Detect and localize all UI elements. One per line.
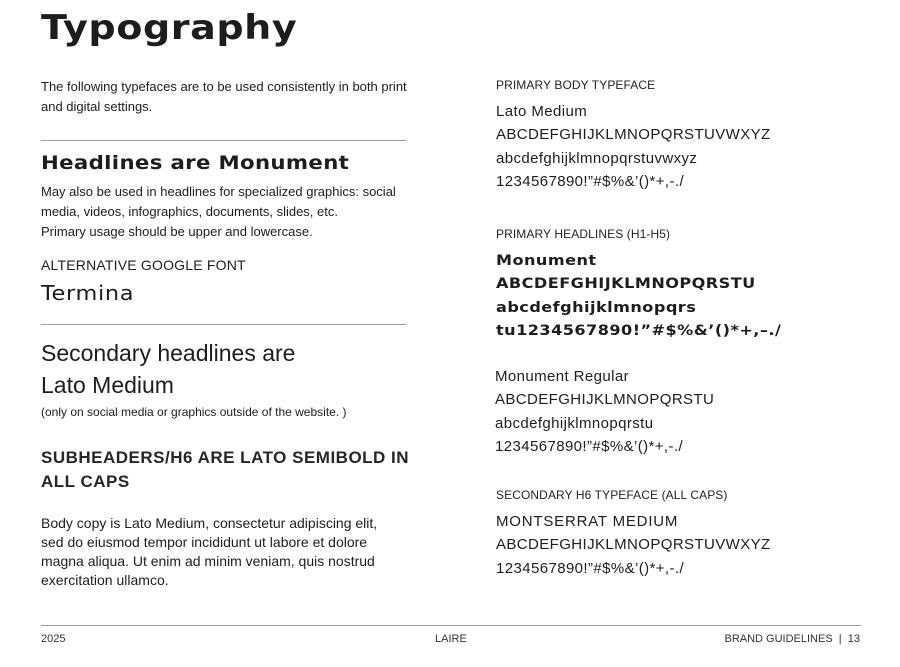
alternative-font-label: ALTERNATIVE GOOGLE FONT — [41, 257, 246, 273]
footer-brand: LAIRE — [435, 633, 467, 645]
primary-body-numbers: 1234567890!”#$%&’()*+,-./ — [496, 173, 685, 190]
divider — [41, 324, 406, 325]
intro-paragraph: The following typefaces are to be used consistently in both print and digital settings. — [41, 79, 407, 114]
monument-regular-name: Monument Regular — [495, 368, 629, 385]
secondary-headline-line-2: Lato Medium — [41, 372, 174, 398]
alternative-font-name: Termina — [41, 281, 135, 305]
secondary-h6-uppercase: ABCDEFGHIJKLMNOPQRSTUVWXYZ — [496, 536, 771, 553]
primary-headlines-uppercase: ABCDEFGHIJKLMNOPQRSTU — [496, 276, 756, 292]
usage-paragraph — [41, 182, 401, 242]
secondary-h6-label: SECONDARY H6 TYPEFACE (ALL CAPS) — [496, 488, 728, 502]
primary-headlines-label: PRIMARY HEADLINES (H1-H5) — [496, 227, 671, 241]
primary-body-uppercase: ABCDEFGHIJKLMNOPQRSTUVWXYZ — [496, 126, 771, 143]
page-title: Typography — [41, 8, 298, 48]
usage-line-1: May also be used in headlines for specialized graphics: social media, videos, infographics, documents, slides, etc. — [41, 184, 396, 219]
secondary-h6-numbers: 1234567890!”#$%&’()*+,-./ — [496, 560, 685, 577]
primary-body-name: Lato Medium — [496, 103, 588, 120]
footer-section: BRAND GUIDELINES | 13 — [724, 633, 860, 645]
subheaders-heading: SUBHEADERS/H6 ARE LATO SEMIBOLD IN ALL CAPS — [41, 448, 410, 491]
monument-regular-uppercase: ABCDEFGHIJKLMNOPQRSTU — [495, 391, 715, 408]
monument-regular-lowercase: abcdefghijklmnopqrstu — [495, 415, 654, 432]
primary-body-label: PRIMARY BODY TYPEFACE — [496, 78, 656, 92]
primary-headlines-rest: tu1234567890!”#$%&’()*+,–./ — [496, 323, 782, 339]
divider — [41, 140, 406, 141]
footer-divider — [41, 625, 861, 626]
primary-body-lowercase: abcdefghijklmnopqrstuvwxyz — [496, 150, 698, 167]
secondary-note: (only on social media or graphics outside of the website. ) — [41, 405, 347, 419]
monument-regular-numbers: 1234567890!”#$%&’()*+,-./ — [495, 438, 684, 455]
monument-headline: Headlines are Monument — [41, 152, 350, 174]
footer-year: 2025 — [41, 633, 66, 645]
primary-headlines-name: Monument — [496, 253, 597, 269]
secondary-h6-name: MONTSERRAT MEDIUM — [496, 513, 679, 530]
secondary-headline-line-1: Secondary headlines are — [41, 340, 296, 366]
body-copy: Body copy is Lato Medium, consectetur adipiscing elit, sed do eiusmod tempor incididunt ut labore et dolore magna aliqua. Ut enim ad minim veniam, quis nostrud exercitation ullamco. — [41, 515, 378, 588]
usage-line-2: Primary usage should be upper and lowercase. — [41, 224, 313, 239]
secondary-headline — [41, 337, 381, 401]
primary-headlines-lowercase: abcdefghijklmnopqrs — [496, 300, 697, 316]
